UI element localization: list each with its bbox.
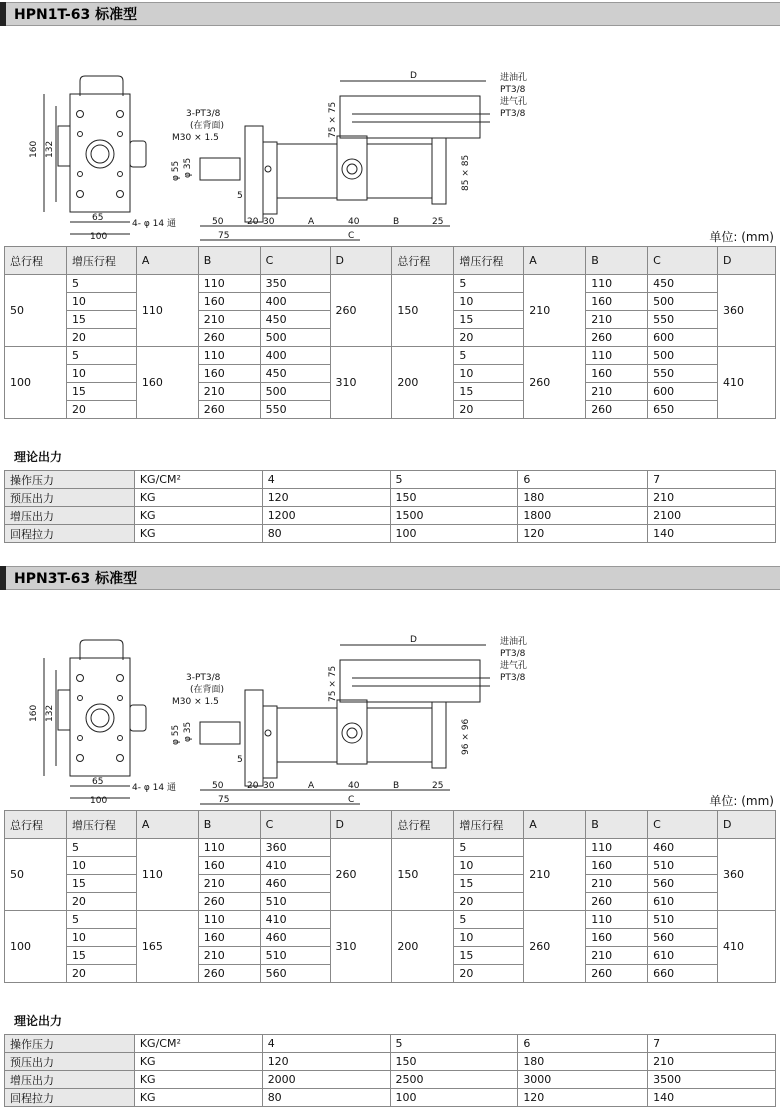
a-cell: 165 xyxy=(136,911,198,983)
total-stroke-cell: 100 xyxy=(5,911,67,983)
spec-header-row xyxy=(5,811,776,839)
total-stroke-cell: 150 xyxy=(392,275,454,347)
c-cell: 410 xyxy=(260,911,330,929)
c-cell: 350 xyxy=(260,275,330,293)
c-cell: 510 xyxy=(648,857,718,875)
a-cell: 260 xyxy=(524,911,586,983)
force-value-cell: 80 xyxy=(262,525,390,543)
total-stroke-cell: 100 xyxy=(5,347,67,419)
dim-label-dB: B xyxy=(393,781,400,791)
force-label-cell: 增压出力 xyxy=(5,507,135,525)
force-value-cell: 80 xyxy=(262,1089,390,1107)
b-cell: 110 xyxy=(586,911,648,929)
spec-header-cell: 总行程 xyxy=(392,811,454,839)
force-value-cell: KG/CM² xyxy=(134,471,262,489)
dim-label-dA: A xyxy=(308,781,315,791)
boost-stroke-cell: 20 xyxy=(454,401,524,419)
force-value-cell: KG xyxy=(134,1089,262,1107)
spec-header-cell: 总行程 xyxy=(392,247,454,275)
b-cell: 260 xyxy=(198,329,260,347)
front-view xyxy=(44,76,146,234)
dim-label-port: 3-PT3/8 xyxy=(186,109,221,119)
section-title: HPN3T-63 标准型 xyxy=(14,571,138,587)
boost-stroke-cell: 20 xyxy=(66,893,136,911)
dim-label-d20: 20 xyxy=(247,781,259,791)
dim-label-thread: M30 × 1.5 xyxy=(172,697,219,707)
table-row xyxy=(5,275,776,293)
total-stroke-cell: 50 xyxy=(5,839,67,911)
boost-stroke-cell: 10 xyxy=(66,929,136,947)
svg-text:96 × 96: 96 × 96 xyxy=(461,718,471,755)
dim-label-d25: 25 xyxy=(432,781,444,791)
b-cell: 110 xyxy=(586,347,648,365)
force-label-cell: 回程拉力 xyxy=(5,1089,135,1107)
force-value-cell: 1500 xyxy=(390,507,518,525)
b-cell: 260 xyxy=(586,401,648,419)
c-cell: 450 xyxy=(260,365,330,383)
force-value-cell: 5 xyxy=(390,471,518,489)
dim-label-d5: 5 xyxy=(237,191,243,201)
b-cell: 260 xyxy=(586,893,648,911)
spec-header-cell: B xyxy=(586,247,648,275)
table-row xyxy=(5,489,776,507)
force-table xyxy=(4,470,776,543)
boost-stroke-cell: 15 xyxy=(66,311,136,329)
spec-header-cell: C xyxy=(260,811,330,839)
total-stroke-cell: 200 xyxy=(392,347,454,419)
boost-stroke-cell: 15 xyxy=(66,947,136,965)
boost-stroke-cell: 10 xyxy=(454,293,524,311)
force-value-cell: 140 xyxy=(648,525,776,543)
dim-label-dim160: 160 xyxy=(29,704,39,722)
c-cell: 600 xyxy=(648,329,718,347)
section-title: HPN1T-63 标准型 xyxy=(14,7,138,23)
dim-label-d25: 25 xyxy=(432,217,444,227)
b-cell: 210 xyxy=(586,875,648,893)
spec-header-cell: 总行程 xyxy=(5,811,67,839)
a-cell: 160 xyxy=(136,347,198,419)
b-cell: 110 xyxy=(586,275,648,293)
table-row xyxy=(5,1035,776,1053)
d-cell: 260 xyxy=(330,839,392,911)
boost-stroke-cell: 15 xyxy=(454,383,524,401)
boost-stroke-cell: 10 xyxy=(66,293,136,311)
force-title: 理论出力 xyxy=(14,450,63,464)
spec-header-cell: A xyxy=(136,247,198,275)
c-cell: 550 xyxy=(260,401,330,419)
force-value-cell: 2100 xyxy=(648,507,776,525)
force-label-cell: 预压出力 xyxy=(5,489,135,507)
dim-label-dim132: 132 xyxy=(45,704,55,722)
force-title: 理论出力 xyxy=(14,1014,63,1028)
d-cell: 360 xyxy=(717,275,775,347)
spec-header-cell: 总行程 xyxy=(5,247,67,275)
boost-stroke-cell: 5 xyxy=(66,839,136,857)
b-cell: 160 xyxy=(198,293,260,311)
force-value-cell: 3000 xyxy=(518,1071,648,1089)
cylinder-drawing xyxy=(0,590,780,806)
svg-text:75 × 75: 75 × 75 xyxy=(328,101,338,138)
dim-label-d40: 40 xyxy=(348,781,360,791)
b-cell: 260 xyxy=(198,965,260,983)
a-cell: 110 xyxy=(136,275,198,347)
section-header xyxy=(0,2,780,26)
technical-drawing xyxy=(0,590,780,806)
dim-label-dA: A xyxy=(308,217,315,227)
force-value-cell: 120 xyxy=(518,525,648,543)
dim-label-D: D xyxy=(410,635,417,645)
spec-header-cell: 增压行程 xyxy=(454,247,524,275)
c-cell: 610 xyxy=(648,893,718,911)
dim-label-oil_in: 进油孔 xyxy=(500,73,528,83)
b-cell: 160 xyxy=(586,365,648,383)
c-cell: 650 xyxy=(648,401,718,419)
d-cell: 310 xyxy=(330,911,392,983)
c-cell: 450 xyxy=(648,275,718,293)
total-stroke-cell: 200 xyxy=(392,911,454,983)
table-row xyxy=(5,1071,776,1089)
spec-table xyxy=(4,810,776,983)
table-row xyxy=(5,471,776,489)
dim-label-dim65: 65 xyxy=(92,777,104,787)
unit-label: 单位: (mm) xyxy=(709,794,774,808)
dim-label-pt38b: PT3/8 xyxy=(500,109,526,119)
dim-label-d75: 75 xyxy=(218,231,230,241)
force-value-cell: 150 xyxy=(390,1053,518,1071)
force-label-cell: 预压出力 xyxy=(5,1053,135,1071)
b-cell: 160 xyxy=(198,365,260,383)
dim-label-phi55: φ 55 xyxy=(171,160,181,181)
force-label-cell: 增压出力 xyxy=(5,1071,135,1089)
dim-label-back: (在背面) xyxy=(190,685,225,695)
force-value-cell: 7 xyxy=(648,1035,776,1053)
technical-drawing xyxy=(0,26,780,242)
force-value-cell: KG xyxy=(134,1071,262,1089)
d-cell: 410 xyxy=(717,911,775,983)
c-cell: 500 xyxy=(648,293,718,311)
force-value-cell: 7 xyxy=(648,471,776,489)
c-cell: 360 xyxy=(260,839,330,857)
boost-stroke-cell: 20 xyxy=(66,965,136,983)
boost-stroke-cell: 15 xyxy=(454,875,524,893)
b-cell: 210 xyxy=(198,311,260,329)
c-cell: 460 xyxy=(648,839,718,857)
spec-header-cell: D xyxy=(330,811,392,839)
svg-text:85 × 85: 85 × 85 xyxy=(461,154,471,191)
boost-stroke-cell: 10 xyxy=(66,365,136,383)
d-cell: 310 xyxy=(330,347,392,419)
c-cell: 510 xyxy=(260,893,330,911)
table-row xyxy=(5,1053,776,1071)
c-cell: 400 xyxy=(260,293,330,311)
dim-label-phi35: φ 35 xyxy=(183,721,193,742)
b-cell: 110 xyxy=(198,911,260,929)
c-cell: 660 xyxy=(648,965,718,983)
c-cell: 500 xyxy=(648,347,718,365)
dim-label-dim160: 160 xyxy=(29,140,39,158)
d-cell: 260 xyxy=(330,275,392,347)
c-cell: 560 xyxy=(648,875,718,893)
header-bar xyxy=(0,566,6,590)
side-view xyxy=(200,81,490,240)
c-cell: 550 xyxy=(648,365,718,383)
boost-stroke-cell: 20 xyxy=(454,965,524,983)
force-value-cell: KG xyxy=(134,525,262,543)
dim-label-phi55: φ 55 xyxy=(171,724,181,745)
c-cell: 500 xyxy=(260,383,330,401)
unit-label: 单位: (mm) xyxy=(709,230,774,244)
total-stroke-cell: 50 xyxy=(5,275,67,347)
side-view xyxy=(200,645,490,804)
a-cell: 210 xyxy=(524,839,586,911)
spec-header-cell: A xyxy=(136,811,198,839)
a-cell: 210 xyxy=(524,275,586,347)
dim-label-phi35: φ 35 xyxy=(183,157,193,178)
table-row xyxy=(5,347,776,365)
boost-stroke-cell: 10 xyxy=(454,929,524,947)
boost-stroke-cell: 10 xyxy=(454,857,524,875)
d-cell: 410 xyxy=(717,347,775,419)
boost-stroke-cell: 5 xyxy=(66,911,136,929)
force-value-cell: 4 xyxy=(262,1035,390,1053)
spec-header-cell: A xyxy=(524,811,586,839)
table-row xyxy=(5,1089,776,1107)
dim-label-d75: 75 xyxy=(218,795,230,805)
dim-label-holes: 4- φ 14 通 xyxy=(132,783,176,793)
boost-stroke-cell: 15 xyxy=(454,311,524,329)
boost-stroke-cell: 20 xyxy=(66,329,136,347)
force-label-cell: 回程拉力 xyxy=(5,525,135,543)
c-cell: 600 xyxy=(648,383,718,401)
dim-label-back: (在背面) xyxy=(190,121,225,131)
spec-header-cell: B xyxy=(198,247,260,275)
dim-label-dim100: 100 xyxy=(90,796,108,806)
force-value-cell: 5 xyxy=(390,1035,518,1053)
force-value-cell: 2000 xyxy=(262,1071,390,1089)
boost-stroke-cell: 20 xyxy=(454,893,524,911)
spec-header-cell: B xyxy=(586,811,648,839)
b-cell: 160 xyxy=(198,857,260,875)
section-header xyxy=(0,566,780,590)
table-row xyxy=(5,911,776,929)
force-value-cell: 6 xyxy=(518,1035,648,1053)
b-cell: 260 xyxy=(198,893,260,911)
b-cell: 210 xyxy=(586,947,648,965)
b-cell: 110 xyxy=(198,347,260,365)
spec-header-cell: C xyxy=(648,811,718,839)
force-value-cell: 3500 xyxy=(648,1071,776,1089)
force-value-cell: 140 xyxy=(648,1089,776,1107)
spec-table xyxy=(4,246,776,419)
dim-label-port: 3-PT3/8 xyxy=(186,673,221,683)
c-cell: 500 xyxy=(260,329,330,347)
force-value-cell: 210 xyxy=(648,489,776,507)
spec-header-cell: 增压行程 xyxy=(66,811,136,839)
table-row xyxy=(5,507,776,525)
force-value-cell: 100 xyxy=(390,525,518,543)
dim-label-thread: M30 × 1.5 xyxy=(172,133,219,143)
force-label-cell: 操作压力 xyxy=(5,471,135,489)
spec-header-cell: 增压行程 xyxy=(454,811,524,839)
dim-label-d50: 50 xyxy=(212,781,224,791)
force-value-cell: 150 xyxy=(390,489,518,507)
force-value-cell: 120 xyxy=(518,1089,648,1107)
force-label-cell: 操作压力 xyxy=(5,1035,135,1053)
boost-stroke-cell: 20 xyxy=(454,329,524,347)
c-cell: 560 xyxy=(260,965,330,983)
force-value-cell: 2500 xyxy=(390,1071,518,1089)
dim-label-d50: 50 xyxy=(212,217,224,227)
dim-label-D: D xyxy=(410,71,417,81)
spec-header-cell: D xyxy=(717,247,775,275)
spec-header-cell: C xyxy=(260,247,330,275)
b-cell: 210 xyxy=(198,947,260,965)
boost-stroke-cell: 5 xyxy=(454,839,524,857)
spec-header-cell: D xyxy=(717,811,775,839)
force-value-cell: 100 xyxy=(390,1089,518,1107)
header-bar xyxy=(0,2,6,26)
force-value-cell: KG xyxy=(134,507,262,525)
c-cell: 460 xyxy=(260,875,330,893)
force-value-cell: 180 xyxy=(518,489,648,507)
b-cell: 260 xyxy=(586,329,648,347)
force-value-cell: 4 xyxy=(262,471,390,489)
boost-stroke-cell: 10 xyxy=(66,857,136,875)
c-cell: 460 xyxy=(260,929,330,947)
b-cell: 160 xyxy=(586,293,648,311)
boost-stroke-cell: 20 xyxy=(66,401,136,419)
b-cell: 210 xyxy=(198,875,260,893)
dim-label-dim132: 132 xyxy=(45,140,55,158)
c-cell: 560 xyxy=(648,929,718,947)
spec-header-cell: A xyxy=(524,247,586,275)
front-view xyxy=(44,640,146,798)
dim-label-holes: 4- φ 14 通 xyxy=(132,219,176,229)
dim-label-d30: 30 xyxy=(263,217,275,227)
b-cell: 160 xyxy=(586,857,648,875)
spec-header-cell: D xyxy=(330,247,392,275)
b-cell: 160 xyxy=(198,929,260,947)
spec-header-cell: B xyxy=(198,811,260,839)
b-cell: 260 xyxy=(198,401,260,419)
force-value-cell: KG xyxy=(134,1053,262,1071)
force-value-cell: 180 xyxy=(518,1053,648,1071)
b-cell: 210 xyxy=(198,383,260,401)
c-cell: 450 xyxy=(260,311,330,329)
dim-label-dB: B xyxy=(393,217,400,227)
a-cell: 260 xyxy=(524,347,586,419)
c-cell: 400 xyxy=(260,347,330,365)
total-stroke-cell: 150 xyxy=(392,839,454,911)
spec-header-cell: C xyxy=(648,247,718,275)
table-row xyxy=(5,839,776,857)
c-cell: 510 xyxy=(648,911,718,929)
boost-stroke-cell: 15 xyxy=(66,383,136,401)
boost-stroke-cell: 10 xyxy=(454,365,524,383)
force-value-cell: 120 xyxy=(262,489,390,507)
svg-text:75 × 75: 75 × 75 xyxy=(328,665,338,702)
b-cell: 210 xyxy=(586,383,648,401)
dim-label-dC: C xyxy=(348,231,355,241)
dim-label-pt38a: PT3/8 xyxy=(500,649,526,659)
b-cell: 110 xyxy=(586,839,648,857)
force-value-cell: 210 xyxy=(648,1053,776,1071)
force-value-cell: 120 xyxy=(262,1053,390,1071)
b-cell: 110 xyxy=(198,275,260,293)
dim-label-d30: 30 xyxy=(263,781,275,791)
c-cell: 610 xyxy=(648,947,718,965)
c-cell: 410 xyxy=(260,857,330,875)
dim-label-oil_in: 进油孔 xyxy=(500,637,528,647)
boost-stroke-cell: 5 xyxy=(66,275,136,293)
dim-label-pt38b: PT3/8 xyxy=(500,673,526,683)
dim-label-d5: 5 xyxy=(237,755,243,765)
dim-label-dC: C xyxy=(348,795,355,805)
b-cell: 210 xyxy=(586,311,648,329)
section1-block xyxy=(0,2,780,541)
dim-label-pt38a: PT3/8 xyxy=(500,85,526,95)
boost-stroke-cell: 5 xyxy=(454,911,524,929)
dim-label-air_in: 进气孔 xyxy=(500,661,528,671)
boost-stroke-cell: 15 xyxy=(66,875,136,893)
spec-header-cell: 增压行程 xyxy=(66,247,136,275)
b-cell: 110 xyxy=(198,839,260,857)
cylinder-drawing xyxy=(0,26,780,242)
boost-stroke-cell: 15 xyxy=(454,947,524,965)
dim-label-d20: 20 xyxy=(247,217,259,227)
force-table xyxy=(4,1034,776,1107)
dim-label-air_in: 进气孔 xyxy=(500,97,528,107)
section2-block xyxy=(0,566,780,1105)
table-row xyxy=(5,525,776,543)
dim-label-d40: 40 xyxy=(348,217,360,227)
a-cell: 110 xyxy=(136,839,198,911)
dim-label-dim65: 65 xyxy=(92,213,104,223)
d-cell: 360 xyxy=(717,839,775,911)
boost-stroke-cell: 5 xyxy=(454,275,524,293)
boost-stroke-cell: 5 xyxy=(454,347,524,365)
c-cell: 510 xyxy=(260,947,330,965)
b-cell: 160 xyxy=(586,929,648,947)
force-value-cell: 1800 xyxy=(518,507,648,525)
b-cell: 260 xyxy=(586,965,648,983)
c-cell: 550 xyxy=(648,311,718,329)
force-value-cell: 1200 xyxy=(262,507,390,525)
spec-header-row xyxy=(5,247,776,275)
force-value-cell: 6 xyxy=(518,471,648,489)
force-value-cell: KG/CM² xyxy=(134,1035,262,1053)
dim-label-dim100: 100 xyxy=(90,232,108,242)
force-value-cell: KG xyxy=(134,489,262,507)
boost-stroke-cell: 5 xyxy=(66,347,136,365)
